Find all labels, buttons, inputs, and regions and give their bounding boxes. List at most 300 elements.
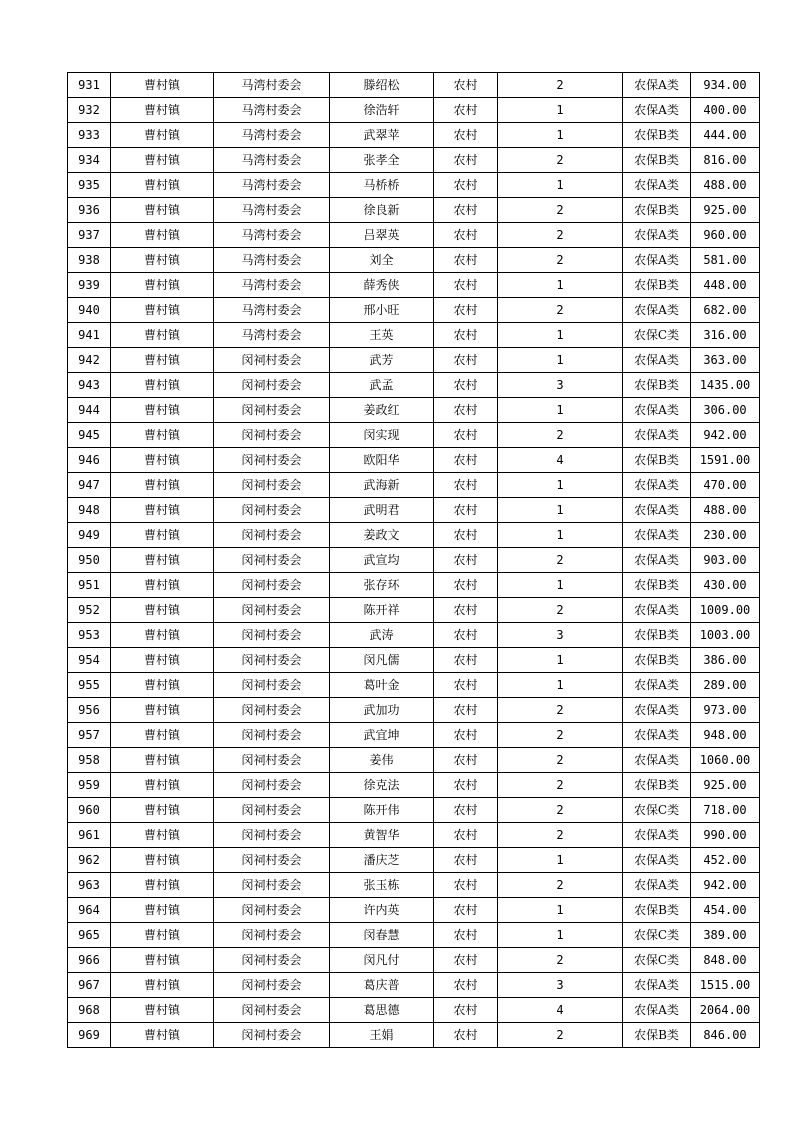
amount-cell: 960.00: [691, 223, 760, 248]
category-cell: 农保B类: [623, 773, 691, 798]
type-cell: 农村: [434, 948, 498, 973]
name-cell: 武加功: [330, 698, 434, 723]
name-cell: 徐克法: [330, 773, 434, 798]
table-row: [68, 173, 760, 198]
size-cell: 2: [498, 798, 623, 823]
type-cell: 农村: [434, 973, 498, 998]
type-cell: 农村: [434, 423, 498, 448]
name-cell: 刘全: [330, 248, 434, 273]
table-row: [68, 423, 760, 448]
size-cell: 2: [498, 73, 623, 98]
category-cell: 农保A类: [623, 173, 691, 198]
size-cell: 1: [498, 498, 623, 523]
table-row: [68, 448, 760, 473]
category-cell: 农保A类: [623, 848, 691, 873]
seq-cell: 935: [68, 173, 111, 198]
name-cell: 马桥桥: [330, 173, 434, 198]
table-row: [68, 773, 760, 798]
table-row: [68, 723, 760, 748]
village-cell: 马湾村委会: [214, 148, 330, 173]
name-cell: 张存环: [330, 573, 434, 598]
town-cell: 曹村镇: [111, 998, 214, 1023]
size-cell: 2: [498, 773, 623, 798]
size-cell: 1: [498, 398, 623, 423]
seq-cell: 943: [68, 373, 111, 398]
town-cell: 曹村镇: [111, 498, 214, 523]
size-cell: 1: [498, 348, 623, 373]
table-row: [68, 948, 760, 973]
table-row: [68, 323, 760, 348]
name-cell: 许内英: [330, 898, 434, 923]
name-cell: 陈开祥: [330, 598, 434, 623]
town-cell: 曹村镇: [111, 348, 214, 373]
size-cell: 3: [498, 373, 623, 398]
type-cell: 农村: [434, 773, 498, 798]
seq-cell: 938: [68, 248, 111, 273]
amount-cell: 903.00: [691, 548, 760, 573]
type-cell: 农村: [434, 173, 498, 198]
amount-cell: 389.00: [691, 923, 760, 948]
seq-cell: 947: [68, 473, 111, 498]
amount-cell: 454.00: [691, 898, 760, 923]
name-cell: 武涛: [330, 623, 434, 648]
category-cell: 农保B类: [623, 123, 691, 148]
size-cell: 2: [498, 248, 623, 273]
town-cell: 曹村镇: [111, 623, 214, 648]
table-row: [68, 248, 760, 273]
table-row: [68, 973, 760, 998]
size-cell: 2: [498, 148, 623, 173]
type-cell: 农村: [434, 148, 498, 173]
amount-cell: 452.00: [691, 848, 760, 873]
size-cell: 1: [498, 473, 623, 498]
table-row: [68, 298, 760, 323]
type-cell: 农村: [434, 298, 498, 323]
town-cell: 曹村镇: [111, 798, 214, 823]
type-cell: 农村: [434, 648, 498, 673]
seq-cell: 953: [68, 623, 111, 648]
category-cell: 农保A类: [623, 98, 691, 123]
type-cell: 农村: [434, 198, 498, 223]
name-cell: 葛思德: [330, 998, 434, 1023]
name-cell: 闵春慧: [330, 923, 434, 948]
category-cell: 农保C类: [623, 923, 691, 948]
village-cell: 闵祠村委会: [214, 423, 330, 448]
size-cell: 2: [498, 1023, 623, 1048]
town-cell: 曹村镇: [111, 273, 214, 298]
table-row: [68, 348, 760, 373]
size-cell: 2: [498, 723, 623, 748]
village-cell: 闵祠村委会: [214, 348, 330, 373]
town-cell: 曹村镇: [111, 298, 214, 323]
size-cell: 1: [498, 98, 623, 123]
name-cell: 武宣均: [330, 548, 434, 573]
amount-cell: 400.00: [691, 98, 760, 123]
category-cell: 农保A类: [623, 698, 691, 723]
seq-cell: 940: [68, 298, 111, 323]
type-cell: 农村: [434, 323, 498, 348]
type-cell: 农村: [434, 498, 498, 523]
amount-cell: 2064.00: [691, 998, 760, 1023]
table-row: [68, 798, 760, 823]
town-cell: 曹村镇: [111, 873, 214, 898]
amount-cell: 316.00: [691, 323, 760, 348]
town-cell: 曹村镇: [111, 973, 214, 998]
seq-cell: 964: [68, 898, 111, 923]
type-cell: 农村: [434, 248, 498, 273]
size-cell: 1: [498, 323, 623, 348]
amount-cell: 973.00: [691, 698, 760, 723]
table-row: [68, 373, 760, 398]
table-row: [68, 398, 760, 423]
category-cell: 农保A类: [623, 523, 691, 548]
type-cell: 农村: [434, 548, 498, 573]
table-row: [68, 598, 760, 623]
town-cell: 曹村镇: [111, 223, 214, 248]
category-cell: 农保C类: [623, 798, 691, 823]
village-cell: 闵祠村委会: [214, 998, 330, 1023]
amount-cell: 470.00: [691, 473, 760, 498]
amount-cell: 718.00: [691, 798, 760, 823]
amount-cell: 1060.00: [691, 748, 760, 773]
size-cell: 2: [498, 698, 623, 723]
category-cell: 农保B类: [623, 198, 691, 223]
size-cell: 2: [498, 748, 623, 773]
type-cell: 农村: [434, 623, 498, 648]
size-cell: 1: [498, 173, 623, 198]
category-cell: 农保B类: [623, 1023, 691, 1048]
seq-cell: 959: [68, 773, 111, 798]
village-cell: 闵祠村委会: [214, 548, 330, 573]
village-cell: 闵祠村委会: [214, 823, 330, 848]
category-cell: 农保A类: [623, 973, 691, 998]
village-cell: 闵祠村委会: [214, 848, 330, 873]
type-cell: 农村: [434, 748, 498, 773]
name-cell: 武宜坤: [330, 723, 434, 748]
type-cell: 农村: [434, 273, 498, 298]
amount-cell: 430.00: [691, 573, 760, 598]
town-cell: 曹村镇: [111, 98, 214, 123]
name-cell: 葛叶金: [330, 673, 434, 698]
village-cell: 闵祠村委会: [214, 948, 330, 973]
category-cell: 农保A类: [623, 498, 691, 523]
name-cell: 武孟: [330, 373, 434, 398]
size-cell: 2: [498, 823, 623, 848]
seq-cell: 956: [68, 698, 111, 723]
town-cell: 曹村镇: [111, 848, 214, 873]
table-row: [68, 148, 760, 173]
town-cell: 曹村镇: [111, 823, 214, 848]
name-cell: 武明君: [330, 498, 434, 523]
size-cell: 2: [498, 548, 623, 573]
category-cell: 农保C类: [623, 948, 691, 973]
amount-cell: 925.00: [691, 773, 760, 798]
village-cell: 闵祠村委会: [214, 523, 330, 548]
table-row: [68, 548, 760, 573]
village-cell: 闵祠村委会: [214, 798, 330, 823]
village-cell: 马湾村委会: [214, 173, 330, 198]
type-cell: 农村: [434, 223, 498, 248]
village-cell: 闵祠村委会: [214, 473, 330, 498]
town-cell: 曹村镇: [111, 698, 214, 723]
name-cell: 薛秀侠: [330, 273, 434, 298]
village-cell: 闵祠村委会: [214, 748, 330, 773]
type-cell: 农村: [434, 1023, 498, 1048]
category-cell: 农保B类: [623, 448, 691, 473]
type-cell: 农村: [434, 523, 498, 548]
category-cell: 农保B类: [623, 623, 691, 648]
seq-cell: 931: [68, 73, 111, 98]
name-cell: 张孝全: [330, 148, 434, 173]
name-cell: 武芳: [330, 348, 434, 373]
town-cell: 曹村镇: [111, 598, 214, 623]
seq-cell: 951: [68, 573, 111, 598]
category-cell: 农保A类: [623, 248, 691, 273]
village-cell: 马湾村委会: [214, 248, 330, 273]
size-cell: 1: [498, 898, 623, 923]
type-cell: 农村: [434, 398, 498, 423]
records-table: [67, 72, 760, 1048]
town-cell: 曹村镇: [111, 548, 214, 573]
category-cell: 农保A类: [623, 723, 691, 748]
amount-cell: 816.00: [691, 148, 760, 173]
amount-cell: 1435.00: [691, 373, 760, 398]
town-cell: 曹村镇: [111, 923, 214, 948]
size-cell: 2: [498, 423, 623, 448]
name-cell: 张玉栋: [330, 873, 434, 898]
size-cell: 1: [498, 923, 623, 948]
town-cell: 曹村镇: [111, 248, 214, 273]
amount-cell: 1003.00: [691, 623, 760, 648]
type-cell: 农村: [434, 98, 498, 123]
seq-cell: 962: [68, 848, 111, 873]
seq-cell: 957: [68, 723, 111, 748]
town-cell: 曹村镇: [111, 373, 214, 398]
village-cell: 闵祠村委会: [214, 598, 330, 623]
size-cell: 1: [498, 848, 623, 873]
seq-cell: 952: [68, 598, 111, 623]
village-cell: 闵祠村委会: [214, 898, 330, 923]
records-table-body: [68, 73, 760, 1048]
amount-cell: 682.00: [691, 298, 760, 323]
town-cell: 曹村镇: [111, 898, 214, 923]
seq-cell: 955: [68, 673, 111, 698]
type-cell: 农村: [434, 448, 498, 473]
amount-cell: 289.00: [691, 673, 760, 698]
name-cell: 武翠苹: [330, 123, 434, 148]
town-cell: 曹村镇: [111, 723, 214, 748]
seq-cell: 950: [68, 548, 111, 573]
seq-cell: 932: [68, 98, 111, 123]
amount-cell: 448.00: [691, 273, 760, 298]
seq-cell: 948: [68, 498, 111, 523]
name-cell: 王娟: [330, 1023, 434, 1048]
name-cell: 闵凡付: [330, 948, 434, 973]
name-cell: 葛庆普: [330, 973, 434, 998]
category-cell: 农保A类: [623, 748, 691, 773]
seq-cell: 941: [68, 323, 111, 348]
town-cell: 曹村镇: [111, 573, 214, 598]
name-cell: 姜政文: [330, 523, 434, 548]
table-row: [68, 73, 760, 98]
category-cell: 农保A类: [623, 548, 691, 573]
town-cell: 曹村镇: [111, 948, 214, 973]
type-cell: 农村: [434, 573, 498, 598]
size-cell: 2: [498, 223, 623, 248]
type-cell: 农村: [434, 348, 498, 373]
type-cell: 农村: [434, 473, 498, 498]
table-row: [68, 823, 760, 848]
size-cell: 2: [498, 598, 623, 623]
village-cell: 马湾村委会: [214, 98, 330, 123]
table-row: [68, 873, 760, 898]
table-row: [68, 648, 760, 673]
town-cell: 曹村镇: [111, 123, 214, 148]
type-cell: 农村: [434, 823, 498, 848]
amount-cell: 925.00: [691, 198, 760, 223]
amount-cell: 848.00: [691, 948, 760, 973]
type-cell: 农村: [434, 898, 498, 923]
size-cell: 1: [498, 123, 623, 148]
name-cell: 徐良新: [330, 198, 434, 223]
size-cell: 1: [498, 273, 623, 298]
name-cell: 滕绍松: [330, 73, 434, 98]
town-cell: 曹村镇: [111, 423, 214, 448]
town-cell: 曹村镇: [111, 773, 214, 798]
type-cell: 农村: [434, 723, 498, 748]
category-cell: 农保A类: [623, 998, 691, 1023]
category-cell: 农保A类: [623, 473, 691, 498]
seq-cell: 933: [68, 123, 111, 148]
table-row: [68, 623, 760, 648]
seq-cell: 961: [68, 823, 111, 848]
seq-cell: 939: [68, 273, 111, 298]
village-cell: 闵祠村委会: [214, 1023, 330, 1048]
name-cell: 闵凡儒: [330, 648, 434, 673]
table-row: [68, 673, 760, 698]
size-cell: 2: [498, 198, 623, 223]
category-cell: 农保A类: [623, 73, 691, 98]
category-cell: 农保A类: [623, 348, 691, 373]
name-cell: 武海新: [330, 473, 434, 498]
seq-cell: 946: [68, 448, 111, 473]
name-cell: 徐浩轩: [330, 98, 434, 123]
village-cell: 马湾村委会: [214, 298, 330, 323]
size-cell: 2: [498, 298, 623, 323]
type-cell: 农村: [434, 998, 498, 1023]
size-cell: 2: [498, 948, 623, 973]
amount-cell: 846.00: [691, 1023, 760, 1048]
name-cell: 潘庆芝: [330, 848, 434, 873]
amount-cell: 1009.00: [691, 598, 760, 623]
type-cell: 农村: [434, 673, 498, 698]
type-cell: 农村: [434, 798, 498, 823]
amount-cell: 1591.00: [691, 448, 760, 473]
name-cell: 吕翠英: [330, 223, 434, 248]
table-row: [68, 98, 760, 123]
village-cell: 闵祠村委会: [214, 698, 330, 723]
town-cell: 曹村镇: [111, 473, 214, 498]
village-cell: 马湾村委会: [214, 73, 330, 98]
size-cell: 3: [498, 973, 623, 998]
town-cell: 曹村镇: [111, 673, 214, 698]
category-cell: 农保A类: [623, 423, 691, 448]
village-cell: 闵祠村委会: [214, 373, 330, 398]
village-cell: 马湾村委会: [214, 198, 330, 223]
category-cell: 农保A类: [623, 673, 691, 698]
town-cell: 曹村镇: [111, 323, 214, 348]
village-cell: 闵祠村委会: [214, 398, 330, 423]
table-row: [68, 923, 760, 948]
seq-cell: 936: [68, 198, 111, 223]
village-cell: 闵祠村委会: [214, 448, 330, 473]
town-cell: 曹村镇: [111, 448, 214, 473]
category-cell: 农保A类: [623, 823, 691, 848]
type-cell: 农村: [434, 698, 498, 723]
amount-cell: 488.00: [691, 173, 760, 198]
village-cell: 闵祠村委会: [214, 623, 330, 648]
village-cell: 闵祠村委会: [214, 723, 330, 748]
category-cell: 农保A类: [623, 873, 691, 898]
category-cell: 农保A类: [623, 298, 691, 323]
type-cell: 农村: [434, 123, 498, 148]
category-cell: 农保A类: [623, 598, 691, 623]
type-cell: 农村: [434, 848, 498, 873]
size-cell: 1: [498, 673, 623, 698]
size-cell: 1: [498, 648, 623, 673]
table-row: [68, 498, 760, 523]
table-row: [68, 123, 760, 148]
village-cell: 闵祠村委会: [214, 673, 330, 698]
town-cell: 曹村镇: [111, 73, 214, 98]
seq-cell: 945: [68, 423, 111, 448]
seq-cell: 934: [68, 148, 111, 173]
name-cell: 姜伟: [330, 748, 434, 773]
category-cell: 农保B类: [623, 148, 691, 173]
town-cell: 曹村镇: [111, 1023, 214, 1048]
type-cell: 农村: [434, 73, 498, 98]
category-cell: 农保B类: [623, 573, 691, 598]
seq-cell: 949: [68, 523, 111, 548]
type-cell: 农村: [434, 923, 498, 948]
seq-cell: 944: [68, 398, 111, 423]
table-row: [68, 698, 760, 723]
town-cell: 曹村镇: [111, 648, 214, 673]
size-cell: 3: [498, 623, 623, 648]
category-cell: 农保B类: [623, 373, 691, 398]
village-cell: 闵祠村委会: [214, 648, 330, 673]
table-row: [68, 1023, 760, 1048]
seq-cell: 937: [68, 223, 111, 248]
village-cell: 闵祠村委会: [214, 498, 330, 523]
seq-cell: 968: [68, 998, 111, 1023]
seq-cell: 942: [68, 348, 111, 373]
category-cell: 农保A类: [623, 398, 691, 423]
size-cell: 1: [498, 573, 623, 598]
village-cell: 马湾村委会: [214, 223, 330, 248]
amount-cell: 444.00: [691, 123, 760, 148]
seq-cell: 963: [68, 873, 111, 898]
type-cell: 农村: [434, 598, 498, 623]
table-row: [68, 198, 760, 223]
village-cell: 马湾村委会: [214, 123, 330, 148]
table-row: [68, 223, 760, 248]
table-row: [68, 523, 760, 548]
seq-cell: 960: [68, 798, 111, 823]
name-cell: 姜政红: [330, 398, 434, 423]
size-cell: 2: [498, 873, 623, 898]
name-cell: 王英: [330, 323, 434, 348]
